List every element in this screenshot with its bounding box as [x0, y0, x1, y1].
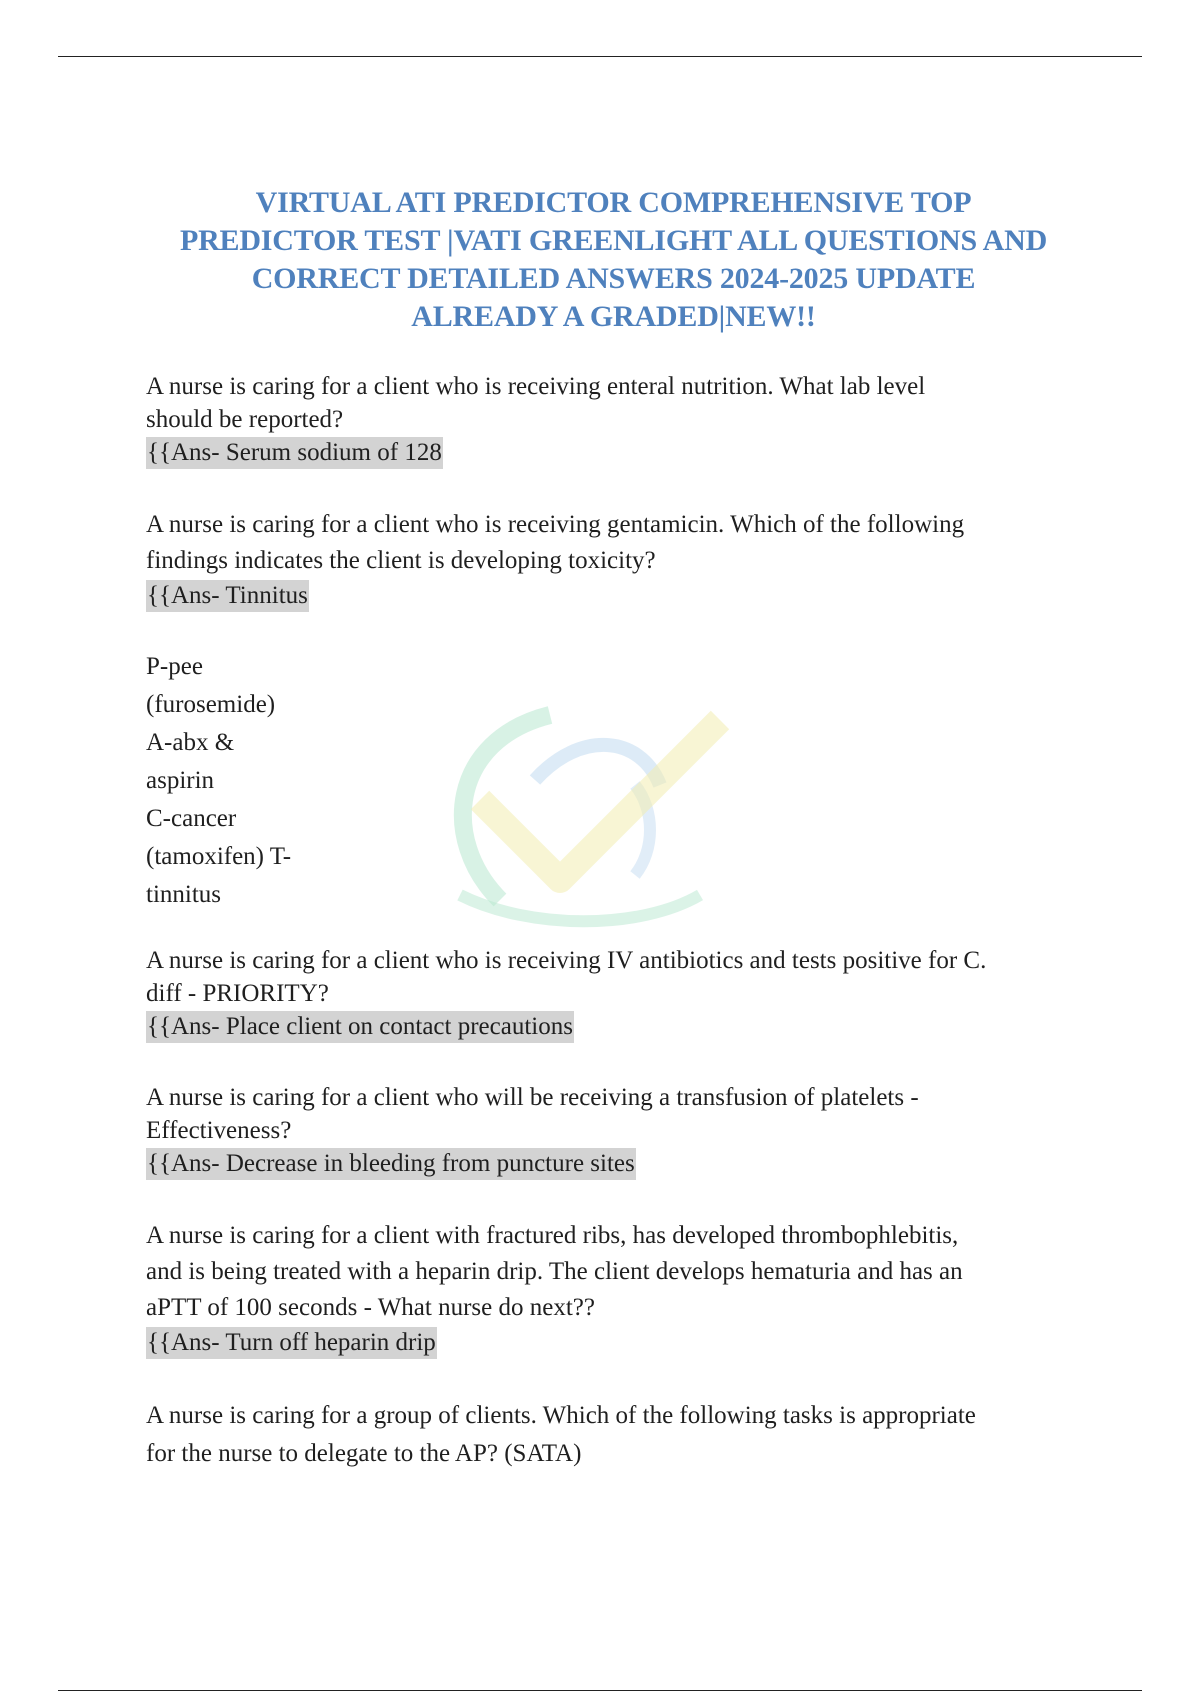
question: [146, 1397, 1106, 1473]
answer: {{Ans- Tinnitus: [146, 580, 309, 612]
question: [146, 1218, 1106, 1326]
title-line: VIRTUAL ATI PREDICTOR COMPREHENSIVE TOP: [255, 186, 972, 219]
header-rule: [58, 56, 1142, 57]
question-line: should be reported?: [146, 406, 344, 433]
answer: {{Ans- Turn off heparin drip: [146, 1327, 437, 1359]
document-body: [146, 184, 1106, 1473]
mnemonic-line: (furosemide): [146, 691, 276, 718]
qa-item: [146, 1081, 1106, 1180]
question-line: findings indicates the client is developing toxicity?: [146, 547, 656, 574]
question-line: A nurse is caring for a client who will be receiving a transfusion of platelets -: [146, 1084, 919, 1111]
document-title: [136, 184, 1091, 336]
mnemonic-line: C-cancer: [146, 805, 237, 832]
mnemonic-line: P-pee: [146, 653, 203, 680]
answer: {{Ans- Place client on contact precautions: [146, 1011, 574, 1043]
question-line: A nurse is caring for a client who is receiving gentamicin. Which of the following: [146, 511, 965, 538]
question-line: A nurse is caring for a client who is receiving IV antibiotics and tests positive for C.: [146, 947, 987, 974]
answer: {{Ans- Serum sodium of 128: [146, 437, 443, 469]
question-line: A nurse is caring for a client with fractured ribs, has developed thrombophlebitis,: [146, 1222, 959, 1249]
mnemonic-line: aspirin: [146, 767, 215, 794]
question-line: A nurse is caring for a group of clients. Which of the following tasks is appropriate: [146, 1402, 976, 1429]
question-line: A nurse is caring for a client who is receiving enteral nutrition. What lab level: [146, 373, 926, 400]
question-line: and is being treated with a heparin drip. The client develops hematuria and has an: [146, 1258, 963, 1285]
mnemonic-block: [146, 648, 1106, 914]
footer-rule: [58, 1690, 1142, 1691]
title-line: CORRECT DETAILED ANSWERS 2024-2025 UPDATE: [251, 262, 976, 295]
answer: {{Ans- Decrease in bleeding from puncture sites: [146, 1148, 636, 1180]
qa-item: [146, 944, 1106, 1043]
qa-item: [146, 370, 1106, 469]
mnemonic-line: A-abx &: [146, 729, 235, 756]
mnemonic-line: tinnitus: [146, 881, 222, 908]
title-line: PREDICTOR TEST |VATI GREENLIGHT ALL QUESTIONS AND: [179, 224, 1048, 257]
question-line: aPTT of 100 seconds - What nurse do next??: [146, 1294, 595, 1321]
question: [146, 944, 1106, 1010]
question: [146, 370, 1106, 436]
qa-item: [146, 1397, 1106, 1473]
question-line: for the nurse to delegate to the AP? (SATA): [146, 1440, 582, 1467]
question: [146, 1081, 1106, 1147]
question-line: Effectiveness?: [146, 1117, 292, 1144]
question-line: diff - PRIORITY?: [146, 980, 329, 1007]
title-line: ALREADY A GRADED|NEW!!: [411, 300, 816, 333]
mnemonic-line: (tamoxifen) T-: [146, 843, 292, 870]
qa-item: [146, 1218, 1106, 1359]
qa-item: [146, 507, 1106, 612]
question: [146, 507, 1106, 579]
